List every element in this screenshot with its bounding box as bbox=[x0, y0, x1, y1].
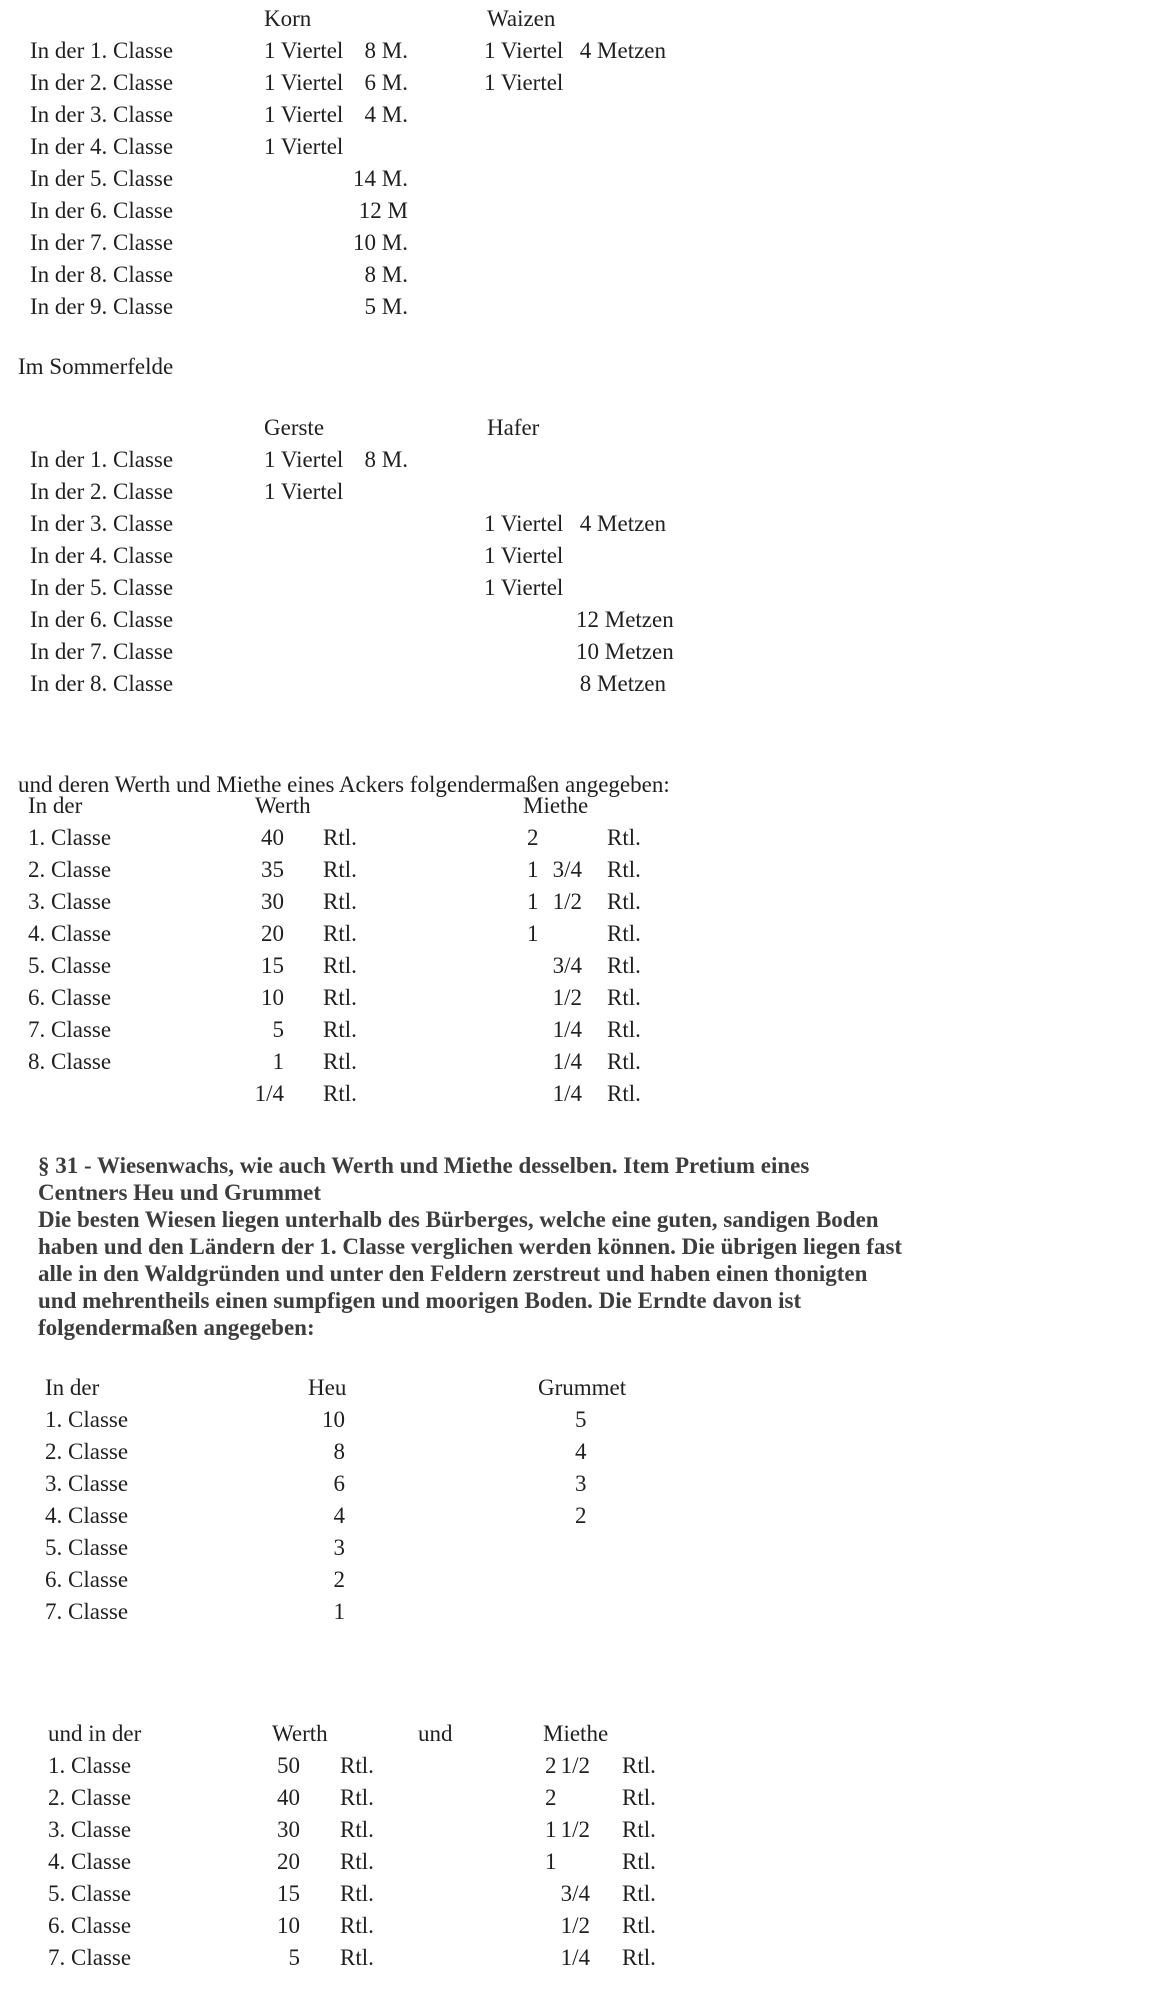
table-row bbox=[0, 1404, 1163, 1436]
class-label: 8. Classe bbox=[28, 1049, 112, 1074]
miethe-fraction-value: 1/4 bbox=[552, 1017, 582, 1042]
table-row bbox=[0, 1782, 1163, 1814]
class-label: In der 7. Classe bbox=[30, 639, 174, 664]
class-label: In der 4. Classe bbox=[30, 543, 174, 568]
korn-metzen-value: 8 M. bbox=[364, 262, 408, 287]
werth-value: 10 bbox=[277, 1913, 300, 1938]
table-row bbox=[0, 982, 1163, 1014]
miethe-whole-value: 1 bbox=[527, 857, 539, 882]
miethe-unit: Rtl. bbox=[622, 1945, 656, 1970]
miethe-unit: Rtl. bbox=[607, 1017, 641, 1042]
table-row bbox=[0, 1500, 1163, 1532]
grummet-value: 5 bbox=[575, 1407, 587, 1432]
hafer-metzen-value: 8 Metzen bbox=[579, 671, 666, 696]
class-label: 3. Classe bbox=[28, 889, 112, 914]
werth-unit: Rtl. bbox=[323, 953, 357, 978]
heu-value: 10 bbox=[322, 1407, 345, 1432]
miethe-unit: Rtl. bbox=[622, 1881, 656, 1906]
werth-unit: Rtl. bbox=[340, 1945, 374, 1970]
table-row bbox=[0, 854, 1163, 886]
class-label: 2. Classe bbox=[28, 857, 112, 882]
miethe-whole-value: 1 bbox=[527, 889, 539, 914]
table-row bbox=[0, 291, 1163, 323]
class-label: In der 3. Classe bbox=[30, 102, 174, 127]
hafer-header: Hafer bbox=[487, 415, 540, 440]
grummet-value: 2 bbox=[575, 1503, 587, 1528]
werth-unit: Rtl. bbox=[323, 889, 357, 914]
table-row bbox=[0, 950, 1163, 982]
table-row bbox=[0, 1878, 1163, 1910]
paragraph-line: und mehrentheils einen sumpfigen und moorigen Boden. Die Erndte davon ist bbox=[38, 1288, 802, 1313]
class-label: In der 2. Classe bbox=[30, 479, 174, 504]
paragraph-line: folgendermaßen angegeben: bbox=[38, 1315, 315, 1340]
heu-value: 4 bbox=[333, 1503, 345, 1528]
table-row bbox=[0, 1910, 1163, 1942]
werth-unit: Rtl. bbox=[323, 825, 357, 850]
korn-metzen-value: 5 M. bbox=[364, 294, 408, 319]
class-label: 5. Classe bbox=[48, 1881, 132, 1906]
heu-header: Heu bbox=[308, 1375, 347, 1400]
miethe-unit: Rtl. bbox=[622, 1817, 656, 1842]
table-header-row bbox=[0, 790, 1163, 822]
class-label: 6. Classe bbox=[45, 1567, 129, 1592]
heu-value: 6 bbox=[333, 1471, 345, 1496]
class-label: 7. Classe bbox=[45, 1599, 129, 1624]
miethe-fraction-value: 3/4 bbox=[552, 857, 582, 882]
heu-value: 3 bbox=[333, 1535, 345, 1560]
miethe-unit: Rtl. bbox=[607, 1049, 641, 1074]
class-label: 4. Classe bbox=[28, 921, 112, 946]
class-label: In der 8. Classe bbox=[30, 671, 174, 696]
sommerfeld-heading-row bbox=[0, 351, 1163, 383]
winterfeld-table bbox=[0, 3, 1163, 323]
werth-unit: Rtl. bbox=[323, 1017, 357, 1042]
miethe-fraction-value: 3/4 bbox=[560, 1881, 590, 1906]
waizen-viertel-value: 1 Viertel bbox=[484, 38, 564, 63]
class-label: 1. Classe bbox=[28, 825, 112, 850]
section-31-paragraph bbox=[38, 1152, 958, 1341]
table-row bbox=[0, 99, 1163, 131]
korn-viertel-value: 1 Viertel bbox=[264, 102, 344, 127]
werth-header: Werth bbox=[272, 1721, 328, 1746]
werth-unit: Rtl. bbox=[323, 985, 357, 1010]
table-header-row bbox=[0, 1718, 1163, 1750]
miethe-whole-value: 2 bbox=[527, 825, 539, 850]
heu-value: 1 bbox=[333, 1599, 345, 1624]
heu-value: 2 bbox=[333, 1567, 345, 1592]
table-row bbox=[0, 1942, 1163, 1974]
table-row bbox=[0, 1468, 1163, 1500]
table-row bbox=[0, 1078, 1163, 1110]
werth-unit: Rtl. bbox=[340, 1849, 374, 1874]
werth-unit: Rtl. bbox=[340, 1785, 374, 1810]
paragraph-line: § 31 - Wiesenwachs, wie auch Werth und Miethe desselben. Item Pretium eines bbox=[38, 1153, 810, 1178]
miethe-fraction-value: 1/2 bbox=[552, 889, 582, 914]
miethe-unit: Rtl. bbox=[622, 1849, 656, 1874]
class-label: In der 4. Classe bbox=[30, 134, 174, 159]
table-row bbox=[0, 886, 1163, 918]
werth-value: 40 bbox=[261, 825, 284, 850]
miethe-whole-value: 1 bbox=[545, 1817, 557, 1842]
werth-value: 30 bbox=[261, 889, 284, 914]
miethe-whole-value: 2 bbox=[545, 1785, 557, 1810]
table-header-row bbox=[0, 3, 1163, 35]
hafer-metzen-value: 12 Metzen bbox=[576, 607, 674, 632]
paragraph-line: Centners Heu und Grummet bbox=[38, 1180, 322, 1205]
miethe-whole-value: 1 bbox=[545, 1849, 557, 1874]
class-label: In der 2. Classe bbox=[30, 70, 174, 95]
class-label: 7. Classe bbox=[48, 1945, 132, 1970]
hafer-viertel-value: 1 Viertel bbox=[484, 543, 564, 568]
werth-value: 35 bbox=[261, 857, 284, 882]
werth-unit: Rtl. bbox=[323, 921, 357, 946]
miethe-unit: Rtl. bbox=[607, 889, 641, 914]
und-conjunction: und bbox=[418, 1721, 453, 1746]
class-label: In der 6. Classe bbox=[30, 607, 174, 632]
miethe-unit: Rtl. bbox=[607, 1081, 641, 1106]
class-label: 7. Classe bbox=[28, 1017, 112, 1042]
werth-value: 20 bbox=[261, 921, 284, 946]
miethe-unit: Rtl. bbox=[607, 825, 641, 850]
table-row bbox=[0, 163, 1163, 195]
werth-value: 5 bbox=[288, 1945, 300, 1970]
class-label: 5. Classe bbox=[45, 1535, 129, 1560]
werth-value: 5 bbox=[272, 1017, 284, 1042]
hafer-metzen-value: 10 Metzen bbox=[576, 639, 674, 664]
korn-metzen-value: 4 M. bbox=[364, 102, 408, 127]
miethe-fraction-value: 1/2 bbox=[552, 985, 582, 1010]
class-label: 2. Classe bbox=[45, 1439, 129, 1464]
korn-header: Korn bbox=[264, 6, 312, 31]
werth-unit: Rtl. bbox=[340, 1817, 374, 1842]
class-label: In der 1. Classe bbox=[30, 447, 174, 472]
in-der-header: In der bbox=[45, 1375, 100, 1400]
table-row bbox=[0, 1814, 1163, 1846]
sommerfeld-heading: Im Sommerfelde bbox=[18, 354, 174, 379]
hafer-viertel-value: 1 Viertel bbox=[484, 575, 564, 600]
korn-metzen-value: 14 M. bbox=[353, 166, 408, 191]
werth-value: 15 bbox=[261, 953, 284, 978]
table-row bbox=[0, 822, 1163, 854]
table-row bbox=[0, 444, 1163, 476]
miethe-whole-value: 2 bbox=[545, 1753, 557, 1778]
miethe-unit: Rtl. bbox=[607, 921, 641, 946]
class-label: 3. Classe bbox=[48, 1817, 132, 1842]
hafer-viertel-value: 1 Viertel bbox=[484, 511, 564, 536]
werth-value: 30 bbox=[277, 1817, 300, 1842]
table-row bbox=[0, 1846, 1163, 1878]
hafer-metzen-value: 4 Metzen bbox=[579, 511, 666, 536]
table-row bbox=[0, 195, 1163, 227]
class-label: 5. Classe bbox=[28, 953, 112, 978]
werth-value: 1/4 bbox=[254, 1081, 284, 1106]
miethe-unit: Rtl. bbox=[607, 857, 641, 882]
class-label: In der 7. Classe bbox=[30, 230, 174, 255]
korn-metzen-value: 10 M. bbox=[353, 230, 408, 255]
paragraph-line: alle in den Waldgründen und unter den Feldern zerstreut und haben einen thonigten bbox=[38, 1261, 868, 1286]
werth-miethe-table bbox=[0, 790, 1163, 1110]
miethe-unit: Rtl. bbox=[622, 1913, 656, 1938]
class-label: 4. Classe bbox=[48, 1849, 132, 1874]
table-row bbox=[0, 1532, 1163, 1564]
paragraph-line: Die besten Wiesen liegen unterhalb des Bürberges, welche eine guten, sandigen Boden bbox=[38, 1207, 879, 1232]
table-header-row bbox=[0, 1372, 1163, 1404]
table-row bbox=[0, 67, 1163, 99]
miethe-fraction-value: 1/2 bbox=[560, 1817, 590, 1842]
table-row bbox=[0, 131, 1163, 163]
table-row bbox=[0, 1046, 1163, 1078]
korn-viertel-value: 1 Viertel bbox=[264, 70, 344, 95]
werth-unit: Rtl. bbox=[340, 1881, 374, 1906]
grummet-value: 4 bbox=[575, 1439, 587, 1464]
gerste-metzen-value: 8 M. bbox=[364, 447, 408, 472]
werth-unit: Rtl. bbox=[323, 1081, 357, 1106]
table-row bbox=[0, 476, 1163, 508]
waizen-metzen-value: 4 Metzen bbox=[579, 38, 666, 63]
korn-metzen-value: 8 M. bbox=[364, 38, 408, 63]
korn-metzen-value: 6 M. bbox=[364, 70, 408, 95]
grummet-value: 3 bbox=[575, 1471, 587, 1496]
class-label: In der 5. Classe bbox=[30, 575, 174, 600]
korn-viertel-value: 1 Viertel bbox=[264, 38, 344, 63]
table-row bbox=[0, 1436, 1163, 1468]
class-label: 2. Classe bbox=[48, 1785, 132, 1810]
second-werth-miethe-table bbox=[0, 1718, 1163, 1974]
class-label: In der 8. Classe bbox=[30, 262, 174, 287]
miethe-unit: Rtl. bbox=[622, 1785, 656, 1810]
table-row bbox=[0, 604, 1163, 636]
table-row bbox=[0, 1564, 1163, 1596]
table-row bbox=[0, 259, 1163, 291]
miethe-fraction-value: 1/4 bbox=[552, 1049, 582, 1074]
gerste-viertel-value: 1 Viertel bbox=[264, 447, 344, 472]
waizen-viertel-value: 1 Viertel bbox=[484, 70, 564, 95]
werth-value: 50 bbox=[277, 1753, 300, 1778]
miethe-fraction-value: 3/4 bbox=[552, 953, 582, 978]
paragraph-line: haben und den Ländern der 1. Classe verglichen werden können. Die übrigen liegen fast bbox=[38, 1234, 903, 1259]
table-row bbox=[0, 35, 1163, 67]
table-row bbox=[0, 508, 1163, 540]
miethe-header: Miethe bbox=[543, 1721, 609, 1746]
miethe-fraction-value: 1/4 bbox=[552, 1081, 582, 1106]
werth-value: 1 bbox=[272, 1049, 284, 1074]
sommerfeld-table bbox=[0, 412, 1163, 700]
table-row bbox=[0, 572, 1163, 604]
class-label: 4. Classe bbox=[45, 1503, 129, 1528]
table-row bbox=[0, 1014, 1163, 1046]
table-header-row bbox=[0, 412, 1163, 444]
werth-value: 15 bbox=[277, 1881, 300, 1906]
werth-unit: Rtl. bbox=[323, 1049, 357, 1074]
miethe-whole-value: 1 bbox=[527, 921, 539, 946]
class-label: 1. Classe bbox=[48, 1753, 132, 1778]
grummet-header: Grummet bbox=[538, 1375, 627, 1400]
miethe-fraction-value: 1/2 bbox=[560, 1913, 590, 1938]
werth-unit: Rtl. bbox=[340, 1753, 374, 1778]
class-label: In der 5. Classe bbox=[30, 166, 174, 191]
class-label: 1. Classe bbox=[45, 1407, 129, 1432]
class-label: 3. Classe bbox=[45, 1471, 129, 1496]
class-label: In der 6. Classe bbox=[30, 198, 174, 223]
table-row bbox=[0, 540, 1163, 572]
miethe-fraction-value: 1/4 bbox=[560, 1945, 590, 1970]
table-row bbox=[0, 227, 1163, 259]
table-row bbox=[0, 668, 1163, 700]
miethe-unit: Rtl. bbox=[607, 953, 641, 978]
class-label: In der 9. Classe bbox=[30, 294, 174, 319]
miethe-header: Miethe bbox=[523, 793, 589, 818]
table-row bbox=[0, 1596, 1163, 1628]
table-row bbox=[0, 636, 1163, 668]
class-label: 6. Classe bbox=[48, 1913, 132, 1938]
in-der-header: In der bbox=[28, 793, 83, 818]
werth-value: 10 bbox=[261, 985, 284, 1010]
heu-value: 8 bbox=[333, 1439, 345, 1464]
korn-viertel-value: 1 Viertel bbox=[264, 134, 344, 159]
korn-metzen-value: 12 M bbox=[358, 198, 408, 223]
und-in-der-header: und in der bbox=[48, 1721, 142, 1746]
class-label: In der 1. Classe bbox=[30, 38, 174, 63]
class-label: 6. Classe bbox=[28, 985, 112, 1010]
table-row bbox=[0, 1750, 1163, 1782]
werth-header: Werth bbox=[255, 793, 311, 818]
miethe-fraction-value: 1/2 bbox=[560, 1753, 590, 1778]
miethe-unit: Rtl. bbox=[622, 1753, 656, 1778]
waizen-header: Waizen bbox=[487, 6, 556, 31]
werth-unit: Rtl. bbox=[323, 857, 357, 882]
werth-unit: Rtl. bbox=[340, 1913, 374, 1938]
werth-intro-text: und deren Werth und Miethe eines Ackers folgendermaßen angegeben: bbox=[18, 772, 670, 797]
werth-value: 40 bbox=[277, 1785, 300, 1810]
table-row bbox=[0, 918, 1163, 950]
miethe-unit: Rtl. bbox=[607, 985, 641, 1010]
gerste-viertel-value: 1 Viertel bbox=[264, 479, 344, 504]
heu-grummet-table bbox=[0, 1372, 1163, 1628]
gerste-header: Gerste bbox=[264, 415, 325, 440]
class-label: In der 3. Classe bbox=[30, 511, 174, 536]
werth-value: 20 bbox=[277, 1849, 300, 1874]
